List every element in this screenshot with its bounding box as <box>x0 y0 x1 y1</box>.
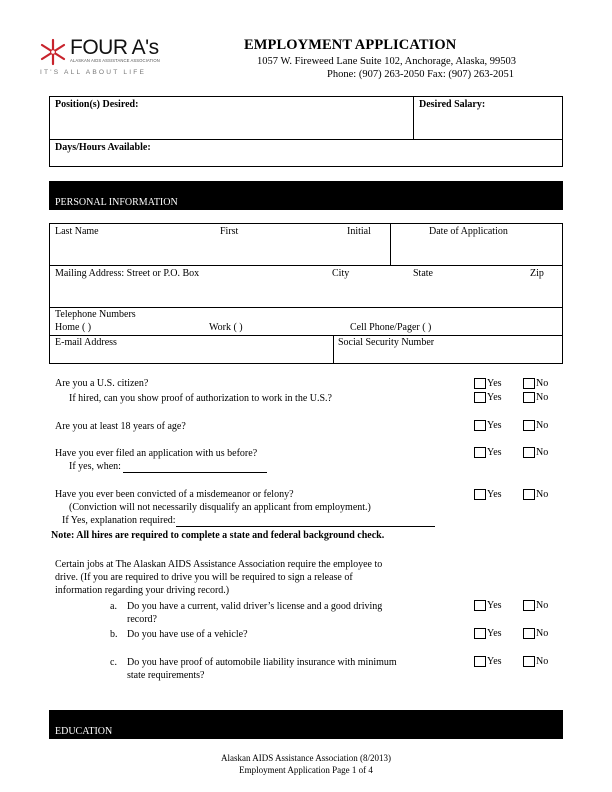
conviction-note: (Conviction will not necessarily disqualify an applicant from employment.) <box>69 502 371 513</box>
first-name-field[interactable]: First <box>220 226 239 237</box>
question-c-marker: c. <box>110 657 117 668</box>
email-divider-v <box>333 335 334 364</box>
date-of-application-field[interactable]: Date of Application <box>429 226 508 237</box>
filed-question: Have you ever filed an application with us before? <box>55 448 258 459</box>
position-divider-v <box>413 96 414 139</box>
yes-label: Yes <box>487 600 502 611</box>
logo-tagline: IT'S ALL ABOUT LIFE <box>40 69 147 76</box>
question-a-line2: record? <box>127 614 157 625</box>
filed-when-line[interactable] <box>123 461 267 473</box>
logo-name: FOUR A's <box>70 36 159 59</box>
drive-intro-3: information regarding your driving record.) <box>55 585 230 596</box>
org-phone: Phone: (907) 263-2050 Fax: (907) 263-2051 <box>327 69 514 80</box>
home-phone-field[interactable]: Home ( ) <box>55 322 92 333</box>
proof-no-checkbox[interactable] <box>523 392 535 403</box>
age-yes-checkbox[interactable] <box>474 420 486 431</box>
yes-label: Yes <box>487 378 502 389</box>
footer-page: Employment Application Page 1 of 4 <box>239 765 373 775</box>
desired-salary-field[interactable]: Desired Salary: <box>419 99 486 110</box>
initial-field[interactable]: Initial <box>347 226 371 237</box>
state-field[interactable]: State <box>413 268 433 279</box>
vehicle-yes-checkbox[interactable] <box>474 628 486 639</box>
age-no-checkbox[interactable] <box>523 420 535 431</box>
question-a-line1: Do you have a current, valid driver’s license and a good driving <box>127 601 383 612</box>
question-a-marker: a. <box>110 601 117 612</box>
position-desired-field[interactable]: Position(s) Desired: <box>55 99 139 110</box>
insurance-no-checkbox[interactable] <box>523 656 535 667</box>
no-label: No <box>536 447 549 458</box>
license-no-checkbox[interactable] <box>523 600 535 611</box>
org-address: 1057 W. Fireweed Lane Suite 102, Anchorage, Alaska, 99503 <box>257 56 516 67</box>
days-hours-field[interactable]: Days/Hours Available: <box>55 142 151 153</box>
drive-intro-1: Certain jobs at The Alaskan AIDS Assistance Association require the employee to <box>55 559 383 570</box>
yes-label: Yes <box>487 489 502 500</box>
drive-intro-2: drive. (If you are required to drive you will be required to sign a release of <box>55 572 353 583</box>
city-field[interactable]: City <box>332 268 350 279</box>
position-divider-h <box>49 139 563 140</box>
last-name-field[interactable]: Last Name <box>55 226 99 237</box>
cell-phone-field[interactable]: Cell Phone/Pager ( ) <box>350 322 432 333</box>
explanation-label <box>62 515 435 527</box>
work-phone-field[interactable]: Work ( ) <box>209 322 243 333</box>
question-b: Do you have use of a vehicle? <box>127 629 248 640</box>
no-label: No <box>536 489 549 500</box>
footer-org: Alaskan AIDS Assistance Association (8/2013) <box>221 753 391 763</box>
proof-yes-checkbox[interactable] <box>474 392 486 403</box>
citizen-yes-checkbox[interactable] <box>474 378 486 389</box>
proof-question: If hired, can you show proof of authorization to work in the U.S.? <box>69 393 332 404</box>
no-label: No <box>536 656 549 667</box>
citizen-no-checkbox[interactable] <box>523 378 535 389</box>
filed-when-label <box>69 461 267 473</box>
ssn-field[interactable]: Social Security Number <box>338 337 435 348</box>
citizen-question: Are you a U.S. citizen? <box>55 378 149 389</box>
personal-info-box <box>49 223 563 364</box>
education-bar <box>49 710 563 739</box>
yes-label: Yes <box>487 447 502 458</box>
zip-field[interactable]: Zip <box>530 268 544 279</box>
vehicle-no-checkbox[interactable] <box>523 628 535 639</box>
logo-subtitle: ALASKAN AIDS ASSISTANCE ASSOCIATION <box>70 58 160 63</box>
email-field[interactable]: E-mail Address <box>55 337 117 348</box>
yes-label: Yes <box>487 420 502 431</box>
filed-no-checkbox[interactable] <box>523 447 535 458</box>
page-title: EMPLOYMENT APPLICATION <box>244 37 457 53</box>
personal-info-heading: PERSONAL INFORMATION <box>55 197 178 208</box>
explanation-text: If Yes, explanation required: <box>62 515 176 526</box>
no-label: No <box>536 600 549 611</box>
filed-when-text: If yes, when: <box>69 461 121 472</box>
age-question: Are you at least 18 years of age? <box>55 421 186 432</box>
question-b-marker: b. <box>110 629 118 640</box>
row-divider-3 <box>49 335 563 336</box>
convicted-yes-checkbox[interactable] <box>474 489 486 500</box>
no-label: No <box>536 420 549 431</box>
question-c-line1: Do you have proof of automobile liability insurance with minimum <box>127 657 397 668</box>
yes-label: Yes <box>487 392 502 403</box>
background-check-note: Note: All hires are required to complete a state and federal background check. <box>51 530 385 541</box>
four-as-logo-icon <box>38 38 68 66</box>
yes-label: Yes <box>487 656 502 667</box>
mailing-address-field[interactable]: Mailing Address: Street or P.O. Box <box>55 268 200 279</box>
explanation-line[interactable] <box>176 515 435 527</box>
question-c-line2: state requirements? <box>127 670 205 681</box>
convicted-question: Have you ever been convicted of a misdemeanor or felony? <box>55 489 294 500</box>
yes-label: Yes <box>487 628 502 639</box>
row-divider-2 <box>49 307 563 308</box>
telephone-numbers-label: Telephone Numbers <box>55 309 136 320</box>
license-yes-checkbox[interactable] <box>474 600 486 611</box>
no-label: No <box>536 628 549 639</box>
no-label: No <box>536 378 549 389</box>
no-label: No <box>536 392 549 403</box>
filed-yes-checkbox[interactable] <box>474 447 486 458</box>
convicted-no-checkbox[interactable] <box>523 489 535 500</box>
row-divider-1 <box>49 265 563 266</box>
education-heading: EDUCATION <box>55 726 113 737</box>
insurance-yes-checkbox[interactable] <box>474 656 486 667</box>
name-divider-v <box>390 223 391 265</box>
